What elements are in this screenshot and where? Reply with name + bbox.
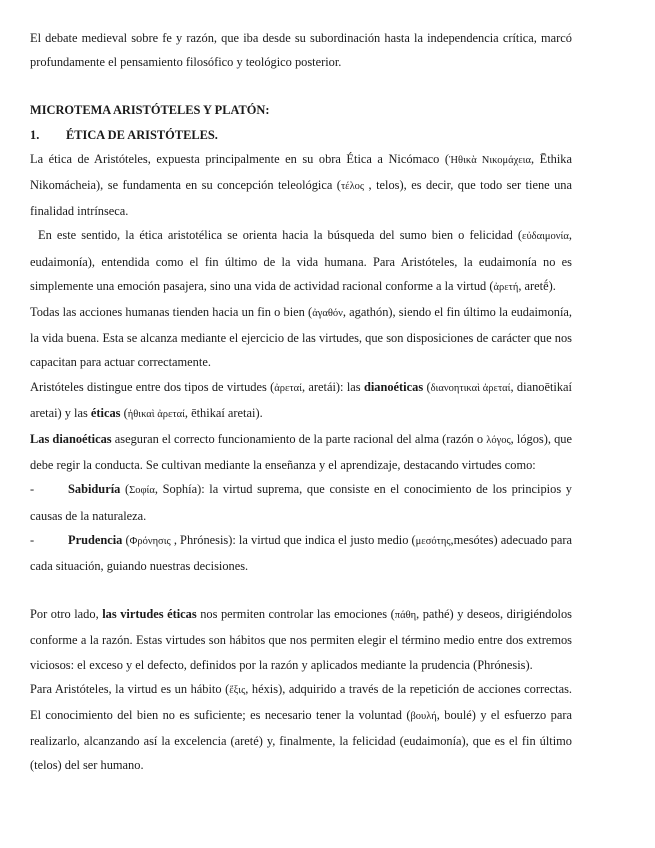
paragraph-teleology: La ética de Aristóteles, expuesta principalmente en su obra Ética a Nicómaco (Ἠθικὰ Νικομάχεια, Ēthika Nikomácheia), se fundamenta en su concepción teleológica (τέλος , telos), es decir, que todo ser tiene una finalidad intrínseca.: [30, 151, 572, 219]
bold-term: las virtudes éticas: [102, 607, 197, 622]
bullet-prudencia: - Prudencia (Φρόνησις , Phrónesis): la virtud que indica el justo medio (μεσότης,mesótes) adecuado para cada situación, guiando nuestras decisiones.: [30, 528, 572, 578]
greek-term: μεσότης: [415, 535, 451, 547]
heading-title: ÉTICA DE ARISTÓTELES.: [66, 127, 218, 142]
paragraph-agathon: Todas las acciones humanas tienden hacia un fin o bien (ἀγαθόν, agathón), siendo el fin último la eudaimonía, la vida buena. Esta se alcanza mediante el ejercicio de las virtudes, que son disposiciones de carácter que nos capacitan para actuar correctamente.: [30, 305, 573, 370]
greek-term: Ἠθικὰ Νικομάχεια: [449, 154, 532, 166]
heading-number: 1.: [30, 127, 40, 142]
greek-term: τέλος: [340, 181, 365, 193]
bullet-dash: -: [30, 482, 35, 497]
greek-term: βουλή: [410, 711, 437, 723]
greek-term: Σοφία: [129, 485, 155, 497]
bold-term: Prudencia: [68, 532, 123, 547]
greek-term: ἕξις: [229, 684, 246, 696]
document-page: [30, 26, 572, 778]
bold-term: dianoéticas: [363, 379, 424, 394]
paragraph-dianoetic: Las dianoéticas aseguran el correcto funcionamiento de la parte racional del alma (razón o λόγος, lógos), que debe regir la conducta. Se cultivan mediante la enseñanza y el aprendizaje, destacando virtudes como:: [30, 432, 572, 473]
intro-paragraph: El debate medieval sobre fe y razón, que iba desde su subordinación hasta la independencia crítica, marcó profundamente el pensamiento filosófico y teológico posterior.: [30, 31, 572, 70]
bold-term: Sabiduría: [68, 482, 121, 497]
spacer: [30, 74, 572, 98]
greek-term: ἀγαθόν: [312, 308, 343, 320]
paragraph-virtue-types: Aristóteles distingue entre dos tipos de virtudes (ἀρεταί, aretái): las dianoéticas (διανοητικαὶ ἀρεταί, dianoētikaí aretai) y las éticas (ἠθικαὶ ἀρεταί, ēthikaí aretai).: [30, 379, 572, 420]
paragraph-ethical-virtues: Por otro lado, las virtudes éticas nos permiten controlar las emociones (πάθη, pathé) y deseos, dirigiéndolos conforme a la razón. Estas virtudes son hábitos que nos permiten elegir el término medio entre dos extremos viciosos: el exceso y el defecto, definidos por la razón y aplicados mediante la prudencia (Phrónesis).: [30, 607, 573, 672]
greek-term: ἀρετή: [493, 281, 519, 293]
numbered-heading: [30, 123, 572, 147]
greek-term: διανοητικαὶ ἀρεταί: [430, 382, 511, 394]
greek-term: Φρόνησις: [129, 535, 171, 547]
spacer: [30, 578, 572, 602]
bullet-sabiduria: - Sabiduría (Σοφία, Sophía): la virtud suprema, que consiste en el conocimiento de los principios y causas de la naturaleza.: [30, 477, 572, 527]
greek-term: πάθη: [394, 610, 417, 622]
paragraph-habit: Para Aristóteles, la virtud es un hábito (ἕξις, héxis), adquirido a través de la repetición de acciones correctas. El conocimiento del bien no es suficiente; es necesario tener la voluntad (βουλή, boulé) y el esfuerzo para realizarlo, alcanzando así la excelencia (areté) y, finalmente, la felicidad (eudaimonía), que es el fin último (telos) del ser humano.: [30, 681, 572, 773]
greek-term: λόγος: [486, 435, 511, 447]
section-title: MICROTEMA ARISTÓTELES Y PLATÓN:: [30, 103, 270, 118]
paragraph-eudaimonia: En este sentido, la ética aristotélica se orienta hacia la búsqueda del sumo bien o felicidad (εὐδαιμονία, eudaimonía), entendida como el fin último de la vida humana. Para Aristóteles, la eudaimonía no es simplemente una emoción pasajera, sino una vida de actividad racional conforme a la virtud (ἀρετή, aretḗ).: [30, 228, 572, 293]
bold-term: Las dianoéticas: [30, 432, 112, 447]
greek-term: ἠθικαὶ ἀρεταί: [127, 408, 185, 420]
greek-term: εὐδαιμονία: [522, 231, 569, 243]
greek-term: ἀρεταί: [274, 382, 302, 394]
bold-term: éticas: [90, 405, 121, 420]
bullet-dash: -: [30, 532, 35, 547]
